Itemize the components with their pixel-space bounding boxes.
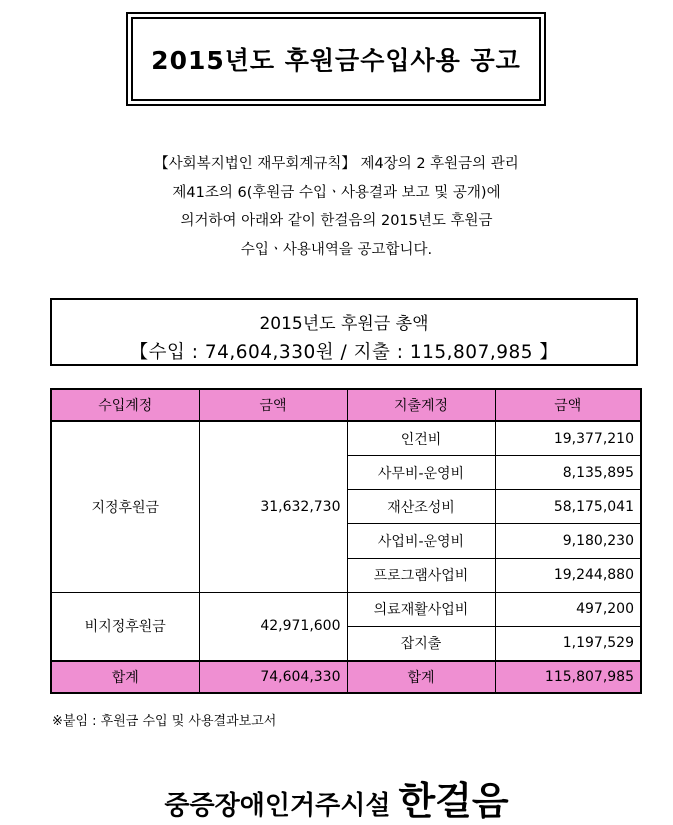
expense-account-cell: 사무비-운영비 — [347, 455, 495, 489]
intro-line: 【사회복지법인 재무회계규칙】 제4장의 2 후원금의 관리 — [154, 156, 519, 172]
expense-amount-cell: 58,175,041 — [495, 490, 641, 524]
expense-total-label: 합계 — [347, 661, 495, 693]
expense-amount-cell: 497,200 — [495, 592, 641, 626]
attachment-note: ※붙임 : 후원금 수입 및 사용결과보고서 — [52, 714, 277, 729]
header-expense-account: 지출계정 — [347, 389, 495, 421]
finance-table — [50, 388, 642, 694]
intro-line: 수입ㆍ사용내역을 공고합니다. — [240, 241, 433, 258]
header-income-amount: 금액 — [199, 389, 347, 421]
header-income-account: 수입계정 — [51, 389, 199, 421]
income-total-amount: 74,604,330 — [199, 661, 347, 693]
income-total-label: 합계 — [51, 661, 199, 693]
organization-name: 한걸음 — [398, 779, 509, 823]
income-amount-cell: 31,632,730 — [199, 421, 347, 592]
expense-amount-cell: 19,377,210 — [495, 421, 641, 455]
summary-box — [50, 298, 638, 366]
intro-line: 의거하여 아래와 같이 한걸음의 2015년도 후원금 — [180, 213, 493, 229]
summary-totals: 【수입 : 74,604,330원 / 지출 : 115,807,985 】 — [129, 342, 559, 363]
expense-amount-cell: 19,244,880 — [495, 558, 641, 592]
table-header-row — [51, 389, 641, 421]
organization-signature — [0, 770, 673, 825]
expense-amount-cell: 9,180,230 — [495, 524, 641, 558]
expense-account-cell: 인건비 — [347, 421, 495, 455]
income-amount-cell: 42,971,600 — [199, 592, 347, 660]
expense-total-amount: 115,807,985 — [495, 661, 641, 693]
expense-account-cell: 잡지출 — [347, 627, 495, 661]
title-box — [126, 12, 546, 106]
header-expense-amount: 금액 — [495, 389, 641, 421]
expense-amount-cell: 1,197,529 — [495, 627, 641, 661]
page-title: 2015년도 후원금수입사용 공고 — [131, 17, 541, 101]
expense-account-cell: 사업비-운영비 — [347, 524, 495, 558]
income-account-cell: 지정후원금 — [51, 421, 199, 592]
intro-text — [0, 150, 673, 264]
table-row — [51, 421, 641, 455]
expense-account-cell: 의료재활사업비 — [347, 592, 495, 626]
intro-line: 제41조의 6(후원금 수입ㆍ사용결과 보고 및 공개)에 — [172, 184, 501, 201]
expense-account-cell: 프로그램사업비 — [347, 558, 495, 592]
organization-prefix: 중증장애인거주시설 — [164, 791, 391, 821]
expense-account-cell: 재산조성비 — [347, 490, 495, 524]
summary-title: 2015년도 후원금 총액 — [259, 314, 429, 334]
expense-amount-cell: 8,135,895 — [495, 455, 641, 489]
table-total-row — [51, 661, 641, 693]
income-account-cell: 비지정후원금 — [51, 592, 199, 660]
table-row — [51, 592, 641, 626]
